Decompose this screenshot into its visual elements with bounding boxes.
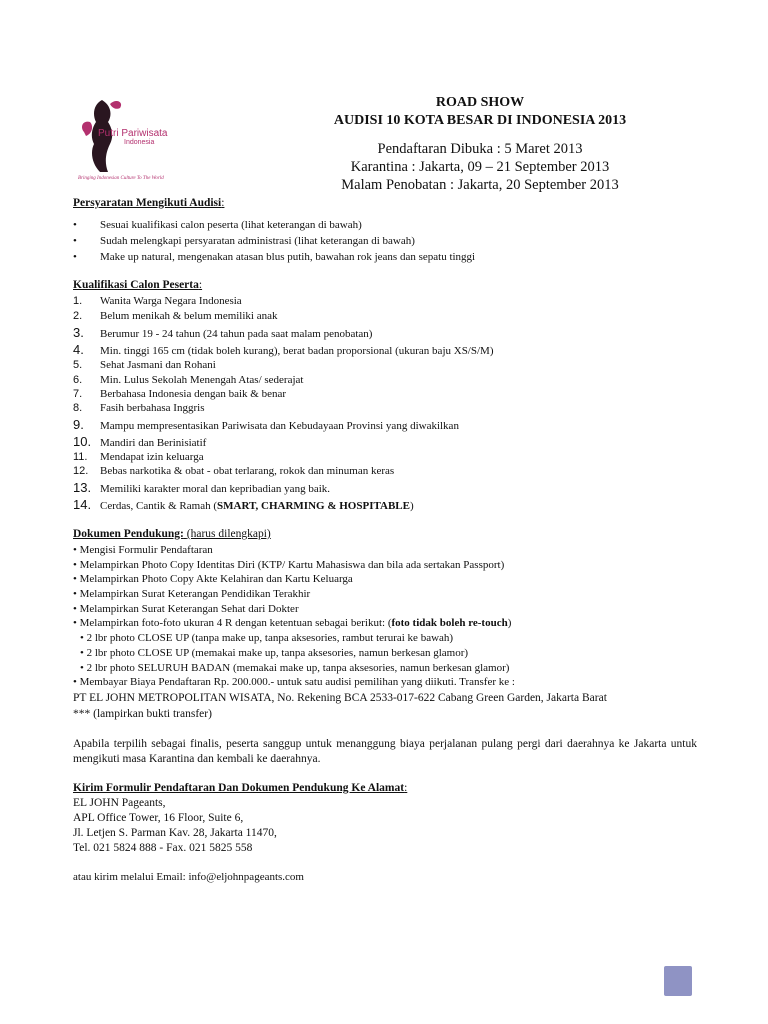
logo-country: Indonesia [124,139,155,146]
registration-open: Pendaftaran Dibuka : 5 Maret 2013 [377,141,583,157]
list-item: 1. Wanita Warga Negara Indonesia [73,295,242,307]
list-item: • Mengisi Formulir Pendaftaran [73,544,213,556]
address-line: APL Office Tower, 16 Floor, Suite 6, [73,812,244,824]
address-line: Tel. 021 5824 888 - Fax. 021 5825 558 [73,842,253,854]
list-item: 12. Bebas narkotika & obat - obat terlarang, rokok dan minuman keras [73,465,395,477]
list-item: 14. Cerdas, Cantik & Ramah (SMART, CHARMING & HOSPITABLE) [73,497,414,512]
list-item: 11. Mendapat izin keluarga [73,451,204,463]
list-item: 2. Belum menikah & belum memiliki anak [73,310,278,322]
list-item: • Sudah melengkapi persyaratan administrasi (lihat keterangan di bawah) [73,235,415,247]
list-item: • Membayar Biaya Pendaftaran Rp. 200.000.- untuk satu audisi pemilihan yang diikuti. Transfer ke : [73,676,515,688]
putri-pariwisata-logo [70,94,210,189]
documents-title: Dokumen Pendukung: (harus dilengkapi) [73,528,271,540]
requirements-title: Persyaratan Mengikuti Audisi: [73,197,225,209]
bank-account: PT EL JOHN METROPOLITAN WISATA, No. Rekening BCA 2533-017-622 Cabang Green Garden, Jakarta Barat [73,692,607,704]
header-line-1: ROAD SHOW [435,95,525,110]
qualification-title: Kualifikasi Calon Peserta: [73,279,203,291]
list-item: 6. Min. Lulus Sekolah Menengah Atas/ sederajat [73,374,304,386]
list-item: • 2 lbr photo CLOSE UP (tanpa make up, tanpa aksesories, rambut terurai ke bawah) [80,632,454,644]
list-item: 3. Berumur 19 - 24 tahun (24 tahun pada saat malam penobatan) [73,325,373,340]
list-item: 9. Mampu mempresentasikan Pariwisata dan Kebudayaan Provinsi yang diwakilkan [73,417,459,432]
send-title: Kirim Formulir Pendaftaran Dan Dokumen Pendukung Ke Alamat: [73,782,408,794]
watermark-logo-icon [664,966,692,996]
address-line: EL JOHN Pageants, [73,797,166,809]
logo-tagline: Bringing Indonesian Culture To The World [78,176,164,181]
list-item: 8. Fasih berbahasa Inggris [73,402,205,414]
logo-brand: Putri Pariwisata [98,128,168,139]
list-item: 7. Berbahasa Indonesia dengan baik & benar [73,388,287,400]
list-item: 4. Min. tinggi 165 cm (tidak boleh kurang), berat badan proporsional (ukuran baju XS/S/M) [73,342,494,357]
coronation-date: Malam Penobatan : Jakarta, 20 September 2013 [341,177,619,193]
transfer-proof-note: *** (lampirkan bukti transfer) [73,708,212,720]
email-line: atau kirim melalui Email: info@eljohnpageants.com [73,871,304,883]
list-item: • Melampirkan Photo Copy Akte Kelahiran dan Kartu Keluarga [73,573,353,585]
finalist-note: Apabila terpilih sebagai finalis, peserta sanggup untuk menanggung biaya perjalanan pulang pergi dari daerahnya ke Jakarta untuk mengikuti masa Karantina dan kembali ke daerahnya. [73,738,697,765]
list-item: 13. Memiliki karakter moral dan kepribadian yang baik. [73,480,331,495]
header-line-2: AUDISI 10 KOTA BESAR DI INDONESIA 2013 [333,113,627,128]
list-item: 5. Sehat Jasmani dan Rohani [73,359,216,371]
list-item: • Melampirkan foto-foto ukuran 4 R dengan ketentuan sebagai berikut: (foto tidak boleh re-touch) [73,617,512,629]
list-item: • 2 lbr photo CLOSE UP (memakai make up, tanpa aksesories, namun berkesan glamor) [80,647,469,659]
address-line: Jl. Letjen S. Parman Kav. 28, Jakarta 11470, [73,827,277,839]
quarantine-dates: Karantina : Jakarta, 09 – 21 September 2013 [350,159,610,175]
list-item: • Melampirkan Photo Copy Identitas Diri (KTP/ Kartu Mahasiswa dan bila ada sertakan Passport) [73,559,505,571]
list-item: 10. Mandiri dan Berinisiatif [73,434,207,449]
list-item: • Melampirkan Surat Keterangan Pendidikan Terakhir [73,588,311,600]
list-item: • 2 lbr photo SELURUH BADAN (memakai make up, tanpa aksesories, namun berkesan glamor) [80,662,510,674]
list-item: • Make up natural, mengenakan atasan blus putih, bawahan rok jeans dan sepatu tinggi [73,251,476,263]
list-item: • Melampirkan Surat Keterangan Sehat dari Dokter [73,603,299,615]
list-item: • Sesuai kualifikasi calon peserta (lihat keterangan di bawah) [73,219,362,231]
